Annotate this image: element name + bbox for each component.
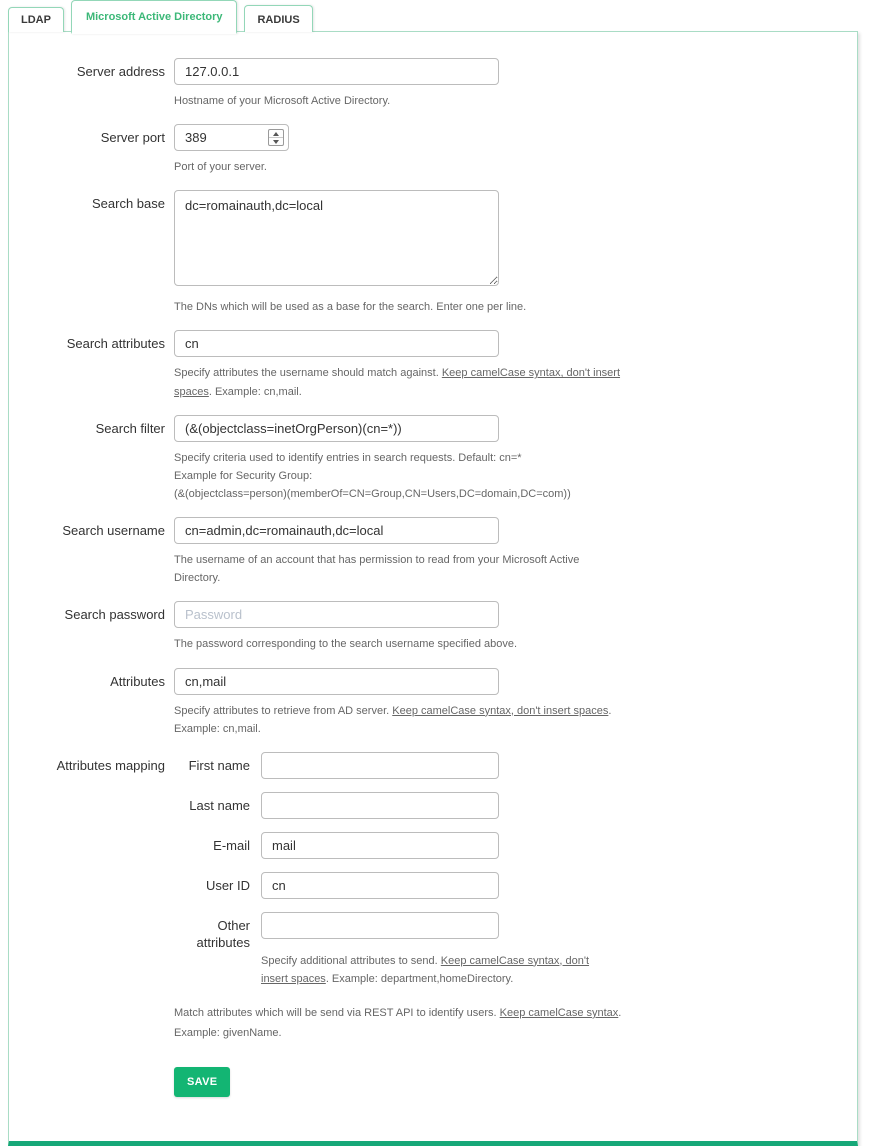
attributes-row — [49, 668, 817, 738]
search-password-help: The password corresponding to the search username specified above. — [174, 638, 518, 651]
user-id-input[interactable] — [261, 872, 499, 899]
server-address-label: Server address — [76, 64, 165, 79]
search-password-row — [49, 601, 817, 653]
server-address-row — [49, 58, 817, 110]
attributes-help: Specify attributes to retrieve from AD server. Keep camelCase syntax, don't insert spaces. Example: cn,mail. — [174, 704, 612, 735]
search-filter-help: Specify criteria used to identify entries in search requests. Default: cn=* Example for Security Group: (&(objectclass=person)(memberOf=CN=Group,CN=Users,DC=domain,DC=com)) — [174, 451, 571, 500]
other-attributes-input[interactable] — [261, 912, 499, 939]
attributes-mapping-label: Attributes mapping — [56, 757, 165, 773]
server-address-input[interactable] — [174, 58, 499, 85]
other-attributes-help: Specify additional attributes to send. Keep camelCase syntax, don't insert spaces. Example: department,homeDirectory. — [261, 954, 590, 985]
other-attributes-label: Other attributes — [196, 917, 250, 950]
first-name-row — [174, 752, 817, 779]
search-filter-label: Search filter — [95, 420, 165, 436]
first-name-input[interactable] — [261, 752, 499, 779]
search-username-input[interactable] — [174, 517, 499, 544]
save-button[interactable]: SAVE — [174, 1067, 230, 1097]
number-spinner — [268, 129, 284, 146]
auth-provider-tabs — [0, 0, 869, 32]
attributes-label: Attributes — [110, 673, 165, 689]
search-password-label: Search password — [64, 607, 165, 623]
search-base-label: Search base — [92, 196, 165, 212]
email-input[interactable] — [261, 832, 499, 859]
search-base-row — [49, 190, 817, 316]
search-attributes-label: Search attributes — [66, 336, 165, 352]
search-password-input[interactable] — [174, 601, 499, 628]
search-filter-row — [49, 415, 817, 503]
search-username-label: Search username — [62, 523, 165, 539]
tab-microsoft-active-directory[interactable]: Microsoft Active Directory — [71, 0, 238, 34]
email-label: E-mail — [213, 837, 250, 853]
tab-radius[interactable]: RADIUS — [244, 5, 312, 32]
user-id-row — [174, 872, 817, 899]
email-row — [174, 832, 817, 859]
tab-ldap[interactable]: LDAP — [8, 7, 64, 32]
spinner-down-icon[interactable] — [269, 138, 283, 145]
last-name-row — [174, 792, 817, 819]
search-username-help: The username of an account that has permission to read from your Microsoft Active Directory. — [174, 554, 580, 585]
search-attributes-row — [49, 330, 817, 400]
attributes-input[interactable] — [174, 668, 499, 695]
first-name-label: First name — [188, 757, 250, 773]
user-id-label: User ID — [205, 877, 250, 893]
server-port-help: Port of your server. — [174, 161, 267, 174]
search-attributes-input[interactable] — [174, 330, 499, 357]
server-port-label: Server port — [100, 130, 165, 146]
last-name-input[interactable] — [261, 792, 499, 819]
microsoft-active-directory-panel — [8, 31, 858, 1146]
search-base-textarea[interactable] — [174, 190, 499, 286]
server-port-row — [49, 124, 817, 176]
attributes-mapping-row — [49, 752, 817, 1098]
server-address-help: Hostname of your Microsoft Active Directory. — [174, 95, 391, 107]
spinner-up-icon[interactable] — [269, 130, 283, 138]
search-base-help: The DNs which will be used as a base for the search. Enter one per line. — [174, 301, 527, 314]
search-filter-input[interactable] — [174, 415, 499, 442]
other-attributes-row — [174, 912, 817, 952]
last-name-label: Last name — [189, 797, 250, 813]
search-attributes-help: Specify attributes the username should match against. Keep camelCase syntax, don't insert spaces. Example: cn,mail. — [174, 367, 621, 398]
attributes-mapping-note: Match attributes which will be send via REST API to identify users. Keep camelCase syntax. Example: givenName. — [174, 1006, 622, 1039]
search-username-row — [49, 517, 817, 587]
